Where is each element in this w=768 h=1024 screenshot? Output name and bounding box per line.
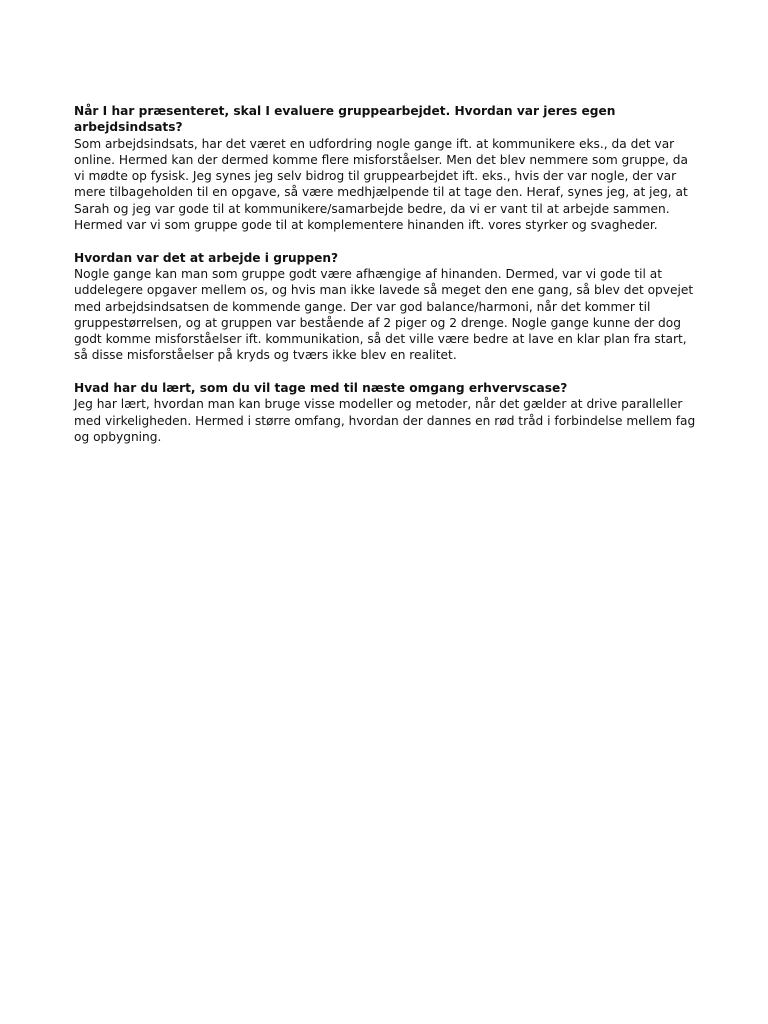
question-heading: Hvad har du lært, som du vil tage med til næste omgang erhvervscase? [74, 381, 568, 396]
answer-paragraph: Som arbejdsindsats, har det været en udfordring nogle gange ift. at kommunikere eks., da det var online. Hermed kan der dermed komme flere misforståelser. Men det blev nemmere som gruppe, da vi mødte op fysisk. Jeg synes jeg selv bidrog til gruppearbejdet ift. eks., hvis der var nogle, der var mere tilbageholden til en opgave, så være medhjælpende til at tage den. Heraf, synes jeg, at jeg, at Sarah og jeg var gode til at kommunikere/samarbejde bedre, da vi er vant til at arbejde sammen. Hermed var vi som gruppe gode til at komplementere hinanden ift. vores styrker og svagheder. [74, 136, 688, 233]
question-heading: Hvordan var det at arbejde i gruppen? [74, 250, 339, 265]
section-group-work [74, 250, 700, 364]
answer-paragraph: Jeg har lært, hvordan man kan bruge visse modeller og metoder, når det gælder at drive paralleller med virkeligheden. Hermed i større omfang, hvordan der dannes en rød tråd i forbindelse mellem fag og opbygning. [74, 397, 696, 444]
section-lessons-learned [74, 380, 700, 445]
section-work-effort [74, 103, 700, 233]
document-page [74, 103, 700, 462]
answer-paragraph: Nogle gange kan man som gruppe godt være afhængige af hinanden. Dermed, var vi gode til at uddelegere opgaver mellem os, og hvis man ikke lavede så meget den ene gang, så blev det opvejet med arbejdsindsatsen de kommende gange. Der var god balance/harmoni, når det kommer til gruppestørrelsen, og at gruppen var bestående af 2 piger og 2 drenge. Nogle gange kunne der dog godt komme misforståelser ift. kommunikation, så det ville være bedre at lave en klar plan fra start, så disse misforståelser på kryds og tværs ikke blev en realitet. [74, 266, 694, 363]
question-heading: Når I har præsenteret, skal I evaluere gruppearbejdet. Hvordan var jeres egen arbejdsindsats? [74, 104, 616, 135]
